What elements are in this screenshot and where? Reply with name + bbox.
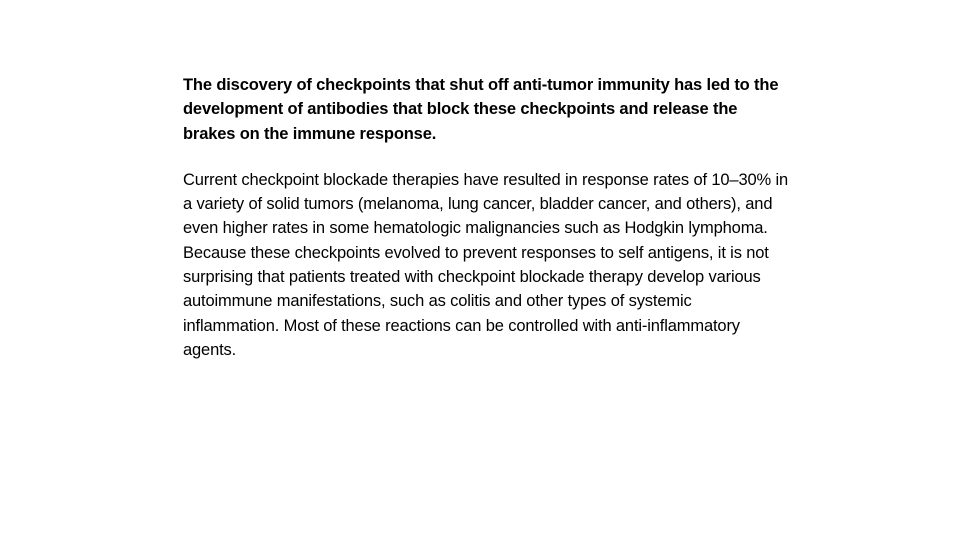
text-body <box>183 73 788 362</box>
body-paragraph: Current checkpoint blockade therapies have resulted in response rates of 10–30% in a variety of solid tumors (melanoma, lung cancer, bladder cancer, and others), and even higher rates in some hematologic malignancies such as Hodgkin lymphoma. Because these checkpoints evolved to prevent responses to self antigens, it is not surprising that patients treated with checkpoint blockade therapy develop various autoimmune manifestations, such as colitis and other types of systemic inflammation. Most of these reactions can be controlled with anti-inflammatory agents. <box>183 170 788 359</box>
intro-paragraph: The discovery of checkpoints that shut off anti-tumor immunity has led to the development of antibodies that block these checkpoints and release the brakes on the immune response. <box>183 76 779 143</box>
